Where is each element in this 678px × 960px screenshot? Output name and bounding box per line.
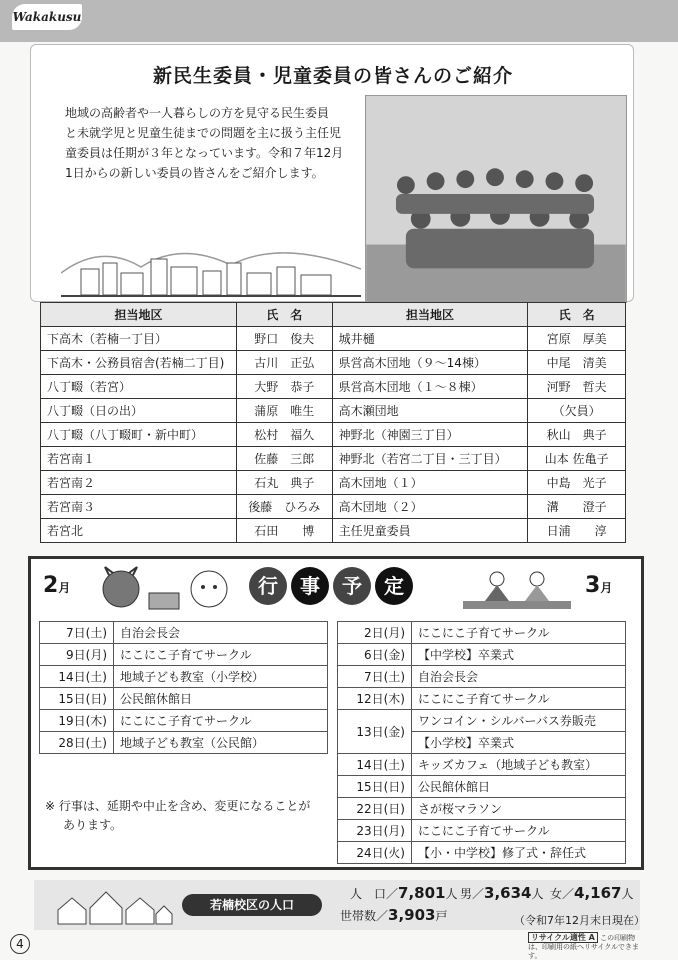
header-district: 担当地区 bbox=[332, 303, 528, 327]
event-row bbox=[338, 776, 626, 798]
event-name: 【中学校】卒業式 bbox=[412, 644, 626, 666]
intro-line: 1日からの新しい委員の皆さんをご紹介します。 bbox=[65, 166, 324, 180]
february-events bbox=[39, 621, 328, 754]
event-row bbox=[338, 688, 626, 710]
event-row bbox=[338, 622, 626, 644]
page-number: 4 bbox=[10, 934, 30, 954]
event-name: にこにこ子育てサークル bbox=[412, 820, 626, 842]
member-name: 松村 福久 bbox=[236, 423, 332, 447]
event-row bbox=[338, 710, 626, 732]
schedule-note bbox=[45, 797, 325, 835]
intro-line: 童委員は任期が３年となっています。令和７年12月 bbox=[65, 146, 344, 160]
table-header-row bbox=[41, 303, 626, 327]
member-name: 蒲原 唯生 bbox=[236, 399, 332, 423]
member-name: 佐藤 三郎 bbox=[236, 447, 332, 471]
district-cell: 若宮南３ bbox=[41, 495, 237, 519]
event-name: にこにこ子育てサークル bbox=[114, 710, 328, 732]
event-name: にこにこ子育てサークル bbox=[412, 688, 626, 710]
member-name: 宮原 厚美 bbox=[528, 327, 626, 351]
header-name: 氏 名 bbox=[236, 303, 332, 327]
schedule-title bbox=[249, 567, 413, 605]
march-events bbox=[337, 621, 626, 864]
as-of-date: （令和7年12月末日現在） bbox=[514, 914, 645, 927]
setsubun-illustration bbox=[97, 565, 237, 613]
event-row bbox=[40, 622, 328, 644]
event-name: にこにこ子育てサークル bbox=[412, 622, 626, 644]
event-name: 自治会長会 bbox=[412, 666, 626, 688]
event-date: 14日(土) bbox=[338, 754, 412, 776]
title-char: 定 bbox=[375, 567, 413, 605]
district-cell: 高木団地（２） bbox=[332, 495, 528, 519]
february-heading: 2月 bbox=[43, 573, 71, 598]
members-table bbox=[40, 302, 626, 543]
district-cell: 若宮南２ bbox=[41, 471, 237, 495]
event-name: 【小学校】卒業式 bbox=[412, 732, 626, 754]
header-name: 氏 名 bbox=[528, 303, 626, 327]
district-cell: 八丁畷（八丁畷町・新中町） bbox=[41, 423, 237, 447]
intro-title: 新民生委員・児童委員の皆さんのご紹介 bbox=[152, 65, 513, 87]
march-heading: 3月 bbox=[585, 573, 613, 598]
total-population: 人 口／7,801人 bbox=[350, 884, 458, 902]
member-name: 石丸 典子 bbox=[236, 471, 332, 495]
district-cell: 神野北（若宮二丁目・三丁目） bbox=[332, 447, 528, 471]
population-bar bbox=[34, 880, 645, 930]
district-cell: 八丁畷（日の出） bbox=[41, 399, 237, 423]
header-district: 担当地区 bbox=[41, 303, 237, 327]
note-line: ※ 行事は、延期や中止を含め、変更になることが bbox=[45, 799, 311, 813]
event-row bbox=[338, 820, 626, 842]
member-name: （欠員） bbox=[528, 399, 626, 423]
event-row bbox=[338, 842, 626, 864]
table-row bbox=[41, 423, 626, 447]
event-name: さが桜マラソン bbox=[412, 798, 626, 820]
district-cell: 県営高木団地（１～８棟） bbox=[332, 375, 528, 399]
member-name: 大野 恭子 bbox=[236, 375, 332, 399]
event-date: 23日(月) bbox=[338, 820, 412, 842]
event-date: 13日(金) bbox=[338, 710, 412, 754]
district-cell: 主任児童委員 bbox=[332, 519, 528, 543]
district-cell: 高木瀬団地 bbox=[332, 399, 528, 423]
table-row bbox=[41, 327, 626, 351]
event-date: 22日(日) bbox=[338, 798, 412, 820]
event-date: 24日(火) bbox=[338, 842, 412, 864]
households: 世帯数／3,903戸 bbox=[340, 906, 448, 924]
member-name: 日浦 淳 bbox=[528, 519, 626, 543]
intro-section bbox=[30, 44, 634, 302]
event-row bbox=[338, 666, 626, 688]
table-row bbox=[41, 447, 626, 471]
table-row bbox=[41, 471, 626, 495]
event-name: 自治会長会 bbox=[114, 622, 328, 644]
title-char: 予 bbox=[333, 567, 371, 605]
district-cell: 高木団地（１） bbox=[332, 471, 528, 495]
district-cell: 神野北（神園三丁目） bbox=[332, 423, 528, 447]
event-date: 7日(土) bbox=[40, 622, 114, 644]
district-cell: 若宮南１ bbox=[41, 447, 237, 471]
member-name: 山本 佐亀子 bbox=[528, 447, 626, 471]
event-date: 2日(月) bbox=[338, 622, 412, 644]
event-schedule bbox=[28, 556, 644, 870]
intro-body bbox=[65, 103, 357, 183]
event-date: 7日(土) bbox=[338, 666, 412, 688]
event-row bbox=[40, 732, 328, 754]
event-row bbox=[40, 666, 328, 688]
event-date: 15日(日) bbox=[40, 688, 114, 710]
event-row bbox=[338, 754, 626, 776]
member-name: 河野 哲夫 bbox=[528, 375, 626, 399]
event-name: 公民館休館日 bbox=[114, 688, 328, 710]
table-row bbox=[41, 375, 626, 399]
newsletter-logo: Wakakusu bbox=[12, 4, 82, 30]
event-name: ワンコイン・シルバーバス券販売 bbox=[412, 710, 626, 732]
event-date: 19日(木) bbox=[40, 710, 114, 732]
member-name: 溝 澄子 bbox=[528, 495, 626, 519]
event-name: キッズカフェ（地域子ども教室） bbox=[412, 754, 626, 776]
event-row bbox=[40, 644, 328, 666]
event-name: 【小・中学校】修了式・辞任式 bbox=[412, 842, 626, 864]
member-name: 古川 正弘 bbox=[236, 351, 332, 375]
member-name: 野口 俊夫 bbox=[236, 327, 332, 351]
note-line: あります。 bbox=[63, 818, 123, 832]
table-row bbox=[41, 495, 626, 519]
table-row bbox=[41, 519, 626, 543]
table-row bbox=[41, 399, 626, 423]
intro-line: と未就学児と児童生徒までの問題を主に扱う主任児 bbox=[65, 126, 342, 140]
district-cell: 下高木・公務員宿舎(若楠二丁目) bbox=[41, 351, 237, 375]
event-row bbox=[40, 710, 328, 732]
title-char: 行 bbox=[249, 567, 287, 605]
header-band bbox=[0, 0, 678, 42]
members-group-photo bbox=[365, 95, 627, 303]
recycle-note bbox=[528, 932, 644, 960]
event-date: 6日(金) bbox=[338, 644, 412, 666]
event-date: 12日(木) bbox=[338, 688, 412, 710]
district-cell: 城井樋 bbox=[332, 327, 528, 351]
hina-doll-illustration bbox=[459, 565, 575, 613]
member-name: 後藤 ひろみ bbox=[236, 495, 332, 519]
town-illustration bbox=[61, 233, 361, 303]
event-name: 地域子ども教室（小学校） bbox=[114, 666, 328, 688]
event-name: 公民館休館日 bbox=[412, 776, 626, 798]
female-population: 女／4,167人 bbox=[550, 884, 634, 902]
table-row bbox=[41, 351, 626, 375]
population-label: 若楠校区の人口 bbox=[182, 894, 322, 916]
event-name: 地域子ども教室（公民館） bbox=[114, 732, 328, 754]
member-name: 中島 光子 bbox=[528, 471, 626, 495]
district-cell: 若宮北 bbox=[41, 519, 237, 543]
district-cell: 県営高木団地（９～14棟） bbox=[332, 351, 528, 375]
recycle-text: この印刷物は、印刷用の紙へリサイクルできます。 bbox=[528, 934, 640, 960]
member-name: 中尾 清美 bbox=[528, 351, 626, 375]
event-date: 14日(土) bbox=[40, 666, 114, 688]
event-row bbox=[40, 688, 328, 710]
intro-line: 地域の高齢者や一人暮らしの方を見守る民生委員 bbox=[65, 106, 330, 120]
male-population: 男／3,634人 bbox=[460, 884, 544, 902]
member-name: 秋山 典子 bbox=[528, 423, 626, 447]
title-char: 事 bbox=[291, 567, 329, 605]
event-name: にこにこ子育てサークル bbox=[114, 644, 328, 666]
event-date: 9日(月) bbox=[40, 644, 114, 666]
event-date: 28日(土) bbox=[40, 732, 114, 754]
district-cell: 下高木（若楠一丁目） bbox=[41, 327, 237, 351]
event-row bbox=[338, 644, 626, 666]
event-date: 15日(日) bbox=[338, 776, 412, 798]
recycle-mark: リサイクル適性 A bbox=[528, 932, 598, 943]
member-name: 石田 博 bbox=[236, 519, 332, 543]
district-cell: 八丁畷（若宮） bbox=[41, 375, 237, 399]
houses-illustration bbox=[54, 886, 174, 926]
event-row bbox=[338, 798, 626, 820]
